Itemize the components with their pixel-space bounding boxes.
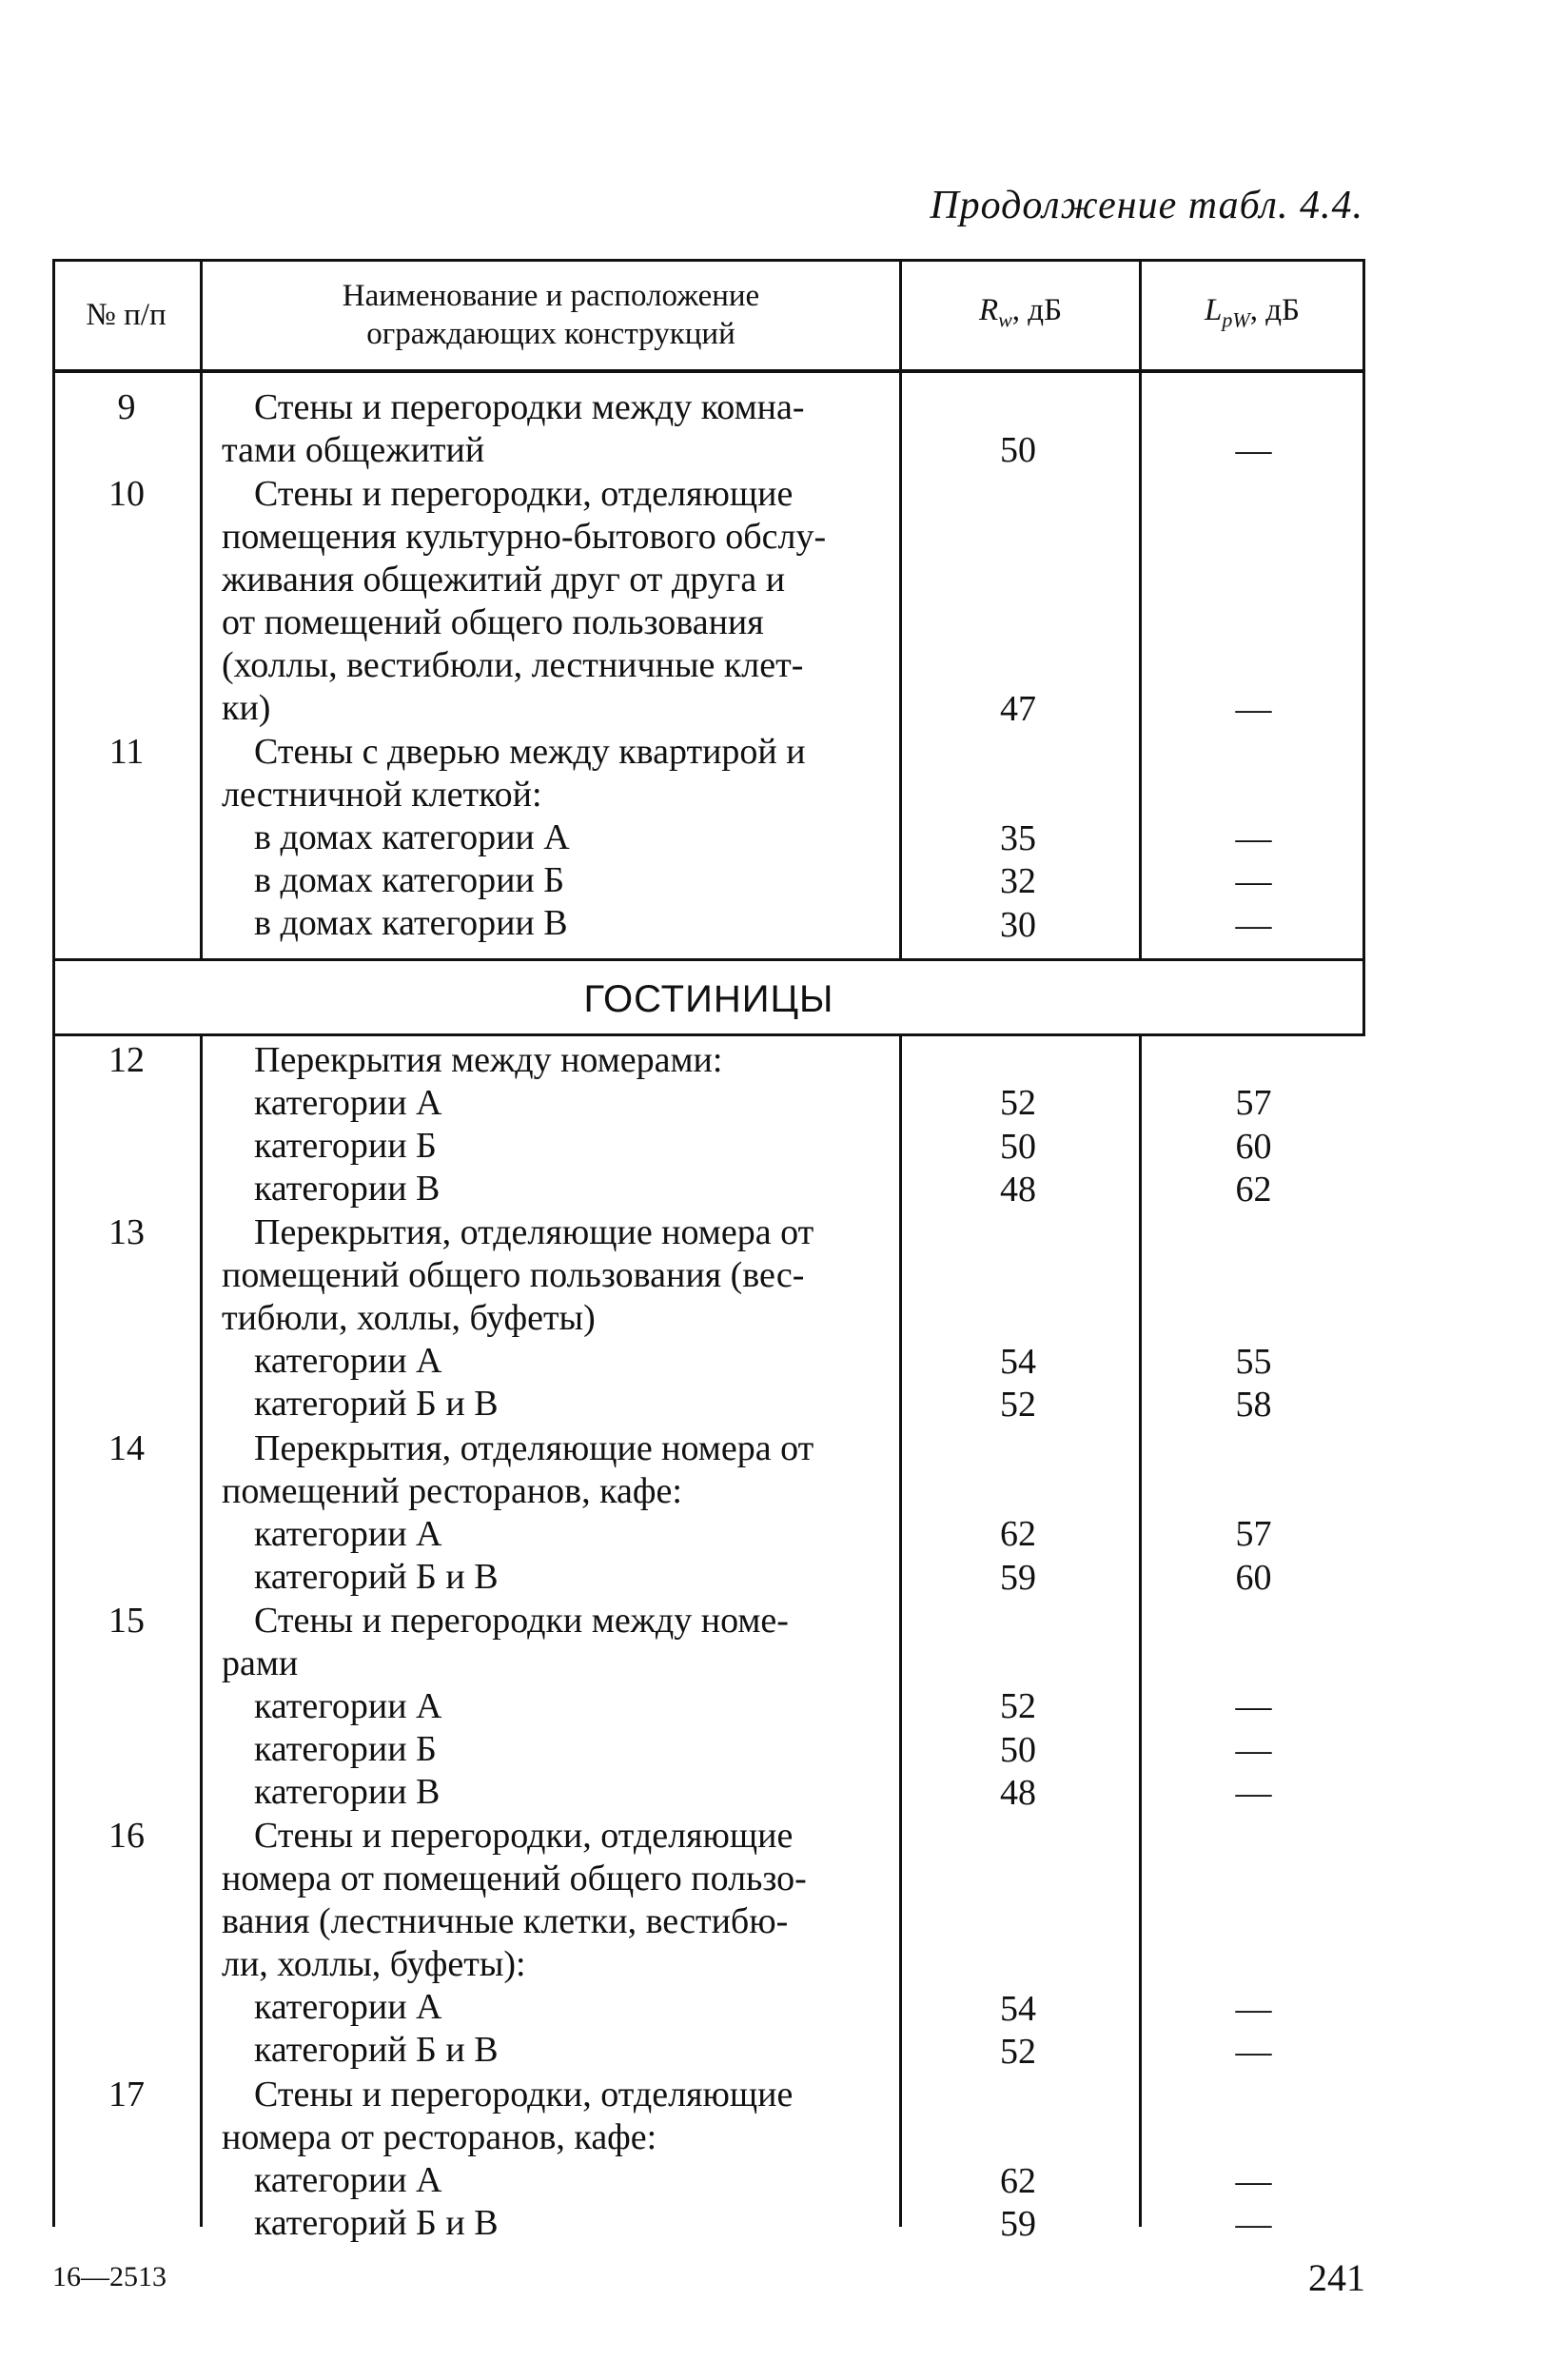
rw-value: 62 <box>1000 2160 1036 2201</box>
lpw-value: — <box>1235 1686 1272 1727</box>
header-name <box>203 259 899 371</box>
lpw-value: — <box>1235 1988 1272 2029</box>
description-line: категории А <box>254 1513 442 1554</box>
description-line: Перекрытия между номерами: <box>254 1040 723 1080</box>
description-line: ки) <box>222 687 271 728</box>
description-line: категории А <box>254 2160 442 2201</box>
lpw-value: 55 <box>1235 1342 1272 1383</box>
header-rw-subscript: w <box>998 307 1012 332</box>
description-line: категории Б <box>254 1728 437 1769</box>
header-lp-unit: , дБ <box>1249 292 1300 327</box>
lpw-value: 57 <box>1235 1083 1272 1124</box>
table-row <box>52 1039 1365 1211</box>
table-row <box>52 2074 1365 2246</box>
header-rw-unit: , дБ <box>1011 292 1063 327</box>
rw-value: 48 <box>1000 1773 1036 1814</box>
header-lp <box>1142 259 1362 371</box>
description-line: категорий Б и В <box>254 1556 499 1597</box>
rw-value: 50 <box>1000 430 1036 471</box>
description-line: номера от ресторанов, кафе: <box>222 2117 657 2158</box>
row-number: 11 <box>108 732 145 773</box>
description-line: рами <box>222 1642 299 1683</box>
rw-value: 30 <box>1000 904 1036 945</box>
row-number: 13 <box>108 1212 145 1253</box>
rw-value: 62 <box>1000 1514 1036 1555</box>
row-description <box>222 1427 931 1599</box>
rw-value: 48 <box>1000 1169 1036 1210</box>
header-rw <box>902 259 1139 371</box>
description-line: категории В <box>254 1169 441 1209</box>
row-description <box>222 1211 931 1426</box>
row-number: 15 <box>108 1600 145 1641</box>
table-row <box>52 731 1365 947</box>
lpw-value: 60 <box>1235 1126 1272 1167</box>
table-row <box>52 1427 1365 1600</box>
lpw-value: 58 <box>1235 1385 1272 1426</box>
row-description <box>222 1815 931 2072</box>
row-number: 17 <box>108 2075 145 2115</box>
rw-value: 35 <box>1000 817 1036 858</box>
description-line: от помещений общего пользования <box>222 601 764 642</box>
lpw-value: — <box>1235 817 1272 858</box>
row-number: 12 <box>108 1040 145 1080</box>
table-row <box>52 473 1365 732</box>
lpw-value: — <box>1235 1729 1272 1770</box>
row-description <box>222 473 931 730</box>
lpw-value: 62 <box>1235 1169 1272 1210</box>
rw-value: 52 <box>1000 1083 1036 1124</box>
header-lp-symbol: L <box>1205 292 1223 327</box>
description-line: (холлы, вестибюли, лестничные клет- <box>222 644 804 685</box>
rw-value: 52 <box>1000 1385 1036 1426</box>
description-line: Перекрытия, отделяющие номера от <box>254 1212 814 1253</box>
row-description <box>222 2074 931 2245</box>
description-line: категории В <box>254 1771 441 1812</box>
row-description <box>222 1600 931 1814</box>
description-line: Стены и перегородки между номе- <box>254 1600 789 1641</box>
row-number: 10 <box>108 473 145 514</box>
description-line: категории А <box>254 1341 442 1382</box>
description-line: вания (лестничные клетки, вестибю- <box>222 1901 789 1942</box>
header-name-line2: ограждающих конструкций <box>366 317 735 351</box>
lpw-value: 57 <box>1235 1514 1272 1555</box>
row-number: 14 <box>108 1427 145 1468</box>
lpw-value: — <box>1235 904 1272 945</box>
description-line: в домах категории Б <box>254 860 565 901</box>
description-line: в домах категории А <box>254 817 570 858</box>
rw-value: 54 <box>1000 1988 1036 2029</box>
description-line: помещений ресторанов, кафе: <box>222 1470 682 1511</box>
row-number: 16 <box>108 1816 145 1857</box>
row-description <box>222 386 931 472</box>
description-line: Перекрытия, отделяющие номера от <box>254 1427 814 1468</box>
row-number: 9 <box>117 387 136 427</box>
rw-value: 59 <box>1000 2204 1036 2245</box>
description-line: Стены и перегородки, отделяющие <box>254 2075 794 2115</box>
table-row <box>52 386 1365 473</box>
description-line: помещения культурно-бытового обслу- <box>222 516 827 557</box>
page-number: 241 <box>1308 2256 1365 2299</box>
description-line: Стены и перегородки, отделяющие <box>254 1816 794 1857</box>
print-signature: 16—2513 <box>52 2261 167 2292</box>
lpw-value: 60 <box>1235 1557 1272 1598</box>
row-description <box>222 731 931 945</box>
header-lp-subscript: pW <box>1222 307 1250 332</box>
rw-value: 52 <box>1000 1686 1036 1727</box>
row-description <box>222 1039 931 1210</box>
description-line: тибюли, холлы, буфеты) <box>222 1298 596 1339</box>
table-continuation-caption: Продолжение табл. 4.4. <box>930 184 1363 227</box>
description-line: категорий Б и В <box>254 1384 499 1425</box>
section-top-rule <box>52 958 1365 961</box>
header-rw-symbol: R <box>978 292 999 327</box>
lpw-value: — <box>1235 861 1272 902</box>
description-line: ли, холлы, буфеты): <box>222 1944 526 1985</box>
description-line: категории А <box>254 1083 442 1123</box>
description-line: Стены и перегородки между комна- <box>254 387 805 427</box>
table-row <box>52 1815 1365 2074</box>
section-heading: ГОСТИНИЦЫ <box>583 977 834 1020</box>
description-line: Стены и перегородки, отделяющие <box>254 473 794 514</box>
description-line: живания общежитий друг от друга и <box>222 559 786 600</box>
table-row <box>52 1211 1365 1427</box>
description-line: в домах категории В <box>254 903 568 944</box>
table-row <box>52 1600 1365 1816</box>
lpw-value: — <box>1235 2031 1272 2072</box>
header-num-label: № п/п <box>86 298 167 332</box>
description-line: категорий Б и В <box>254 2203 499 2244</box>
lpw-value: — <box>1235 1773 1272 1814</box>
lpw-value: — <box>1235 2204 1272 2245</box>
lpw-value: — <box>1235 689 1272 730</box>
description-line: помещений общего пользования (вес- <box>222 1255 805 1296</box>
rw-value: 59 <box>1000 1557 1036 1598</box>
rw-value: 50 <box>1000 1729 1036 1770</box>
header-name-line1: Наименование и расположение <box>342 279 760 313</box>
description-line: тами общежитий <box>222 430 485 470</box>
header-num <box>52 259 200 371</box>
rw-value: 50 <box>1000 1126 1036 1167</box>
description-line: категории А <box>254 1685 442 1726</box>
description-line: категории Б <box>254 1126 437 1166</box>
norms-table <box>52 259 1365 2245</box>
rw-value: 47 <box>1000 689 1036 730</box>
rw-value: 52 <box>1000 2031 1036 2072</box>
description-line: лестничной клеткой: <box>222 775 542 816</box>
lpw-value: — <box>1235 2160 1272 2201</box>
description-line: номера от помещений общего пользо- <box>222 1859 807 1899</box>
description-line: категорий Б и В <box>254 2030 499 2071</box>
description-line: Стены с дверью между квартирой и <box>254 732 806 773</box>
description-line: категории А <box>254 1987 442 2028</box>
rw-value: 54 <box>1000 1342 1036 1383</box>
rw-value: 32 <box>1000 861 1036 902</box>
lpw-value: — <box>1235 430 1272 471</box>
